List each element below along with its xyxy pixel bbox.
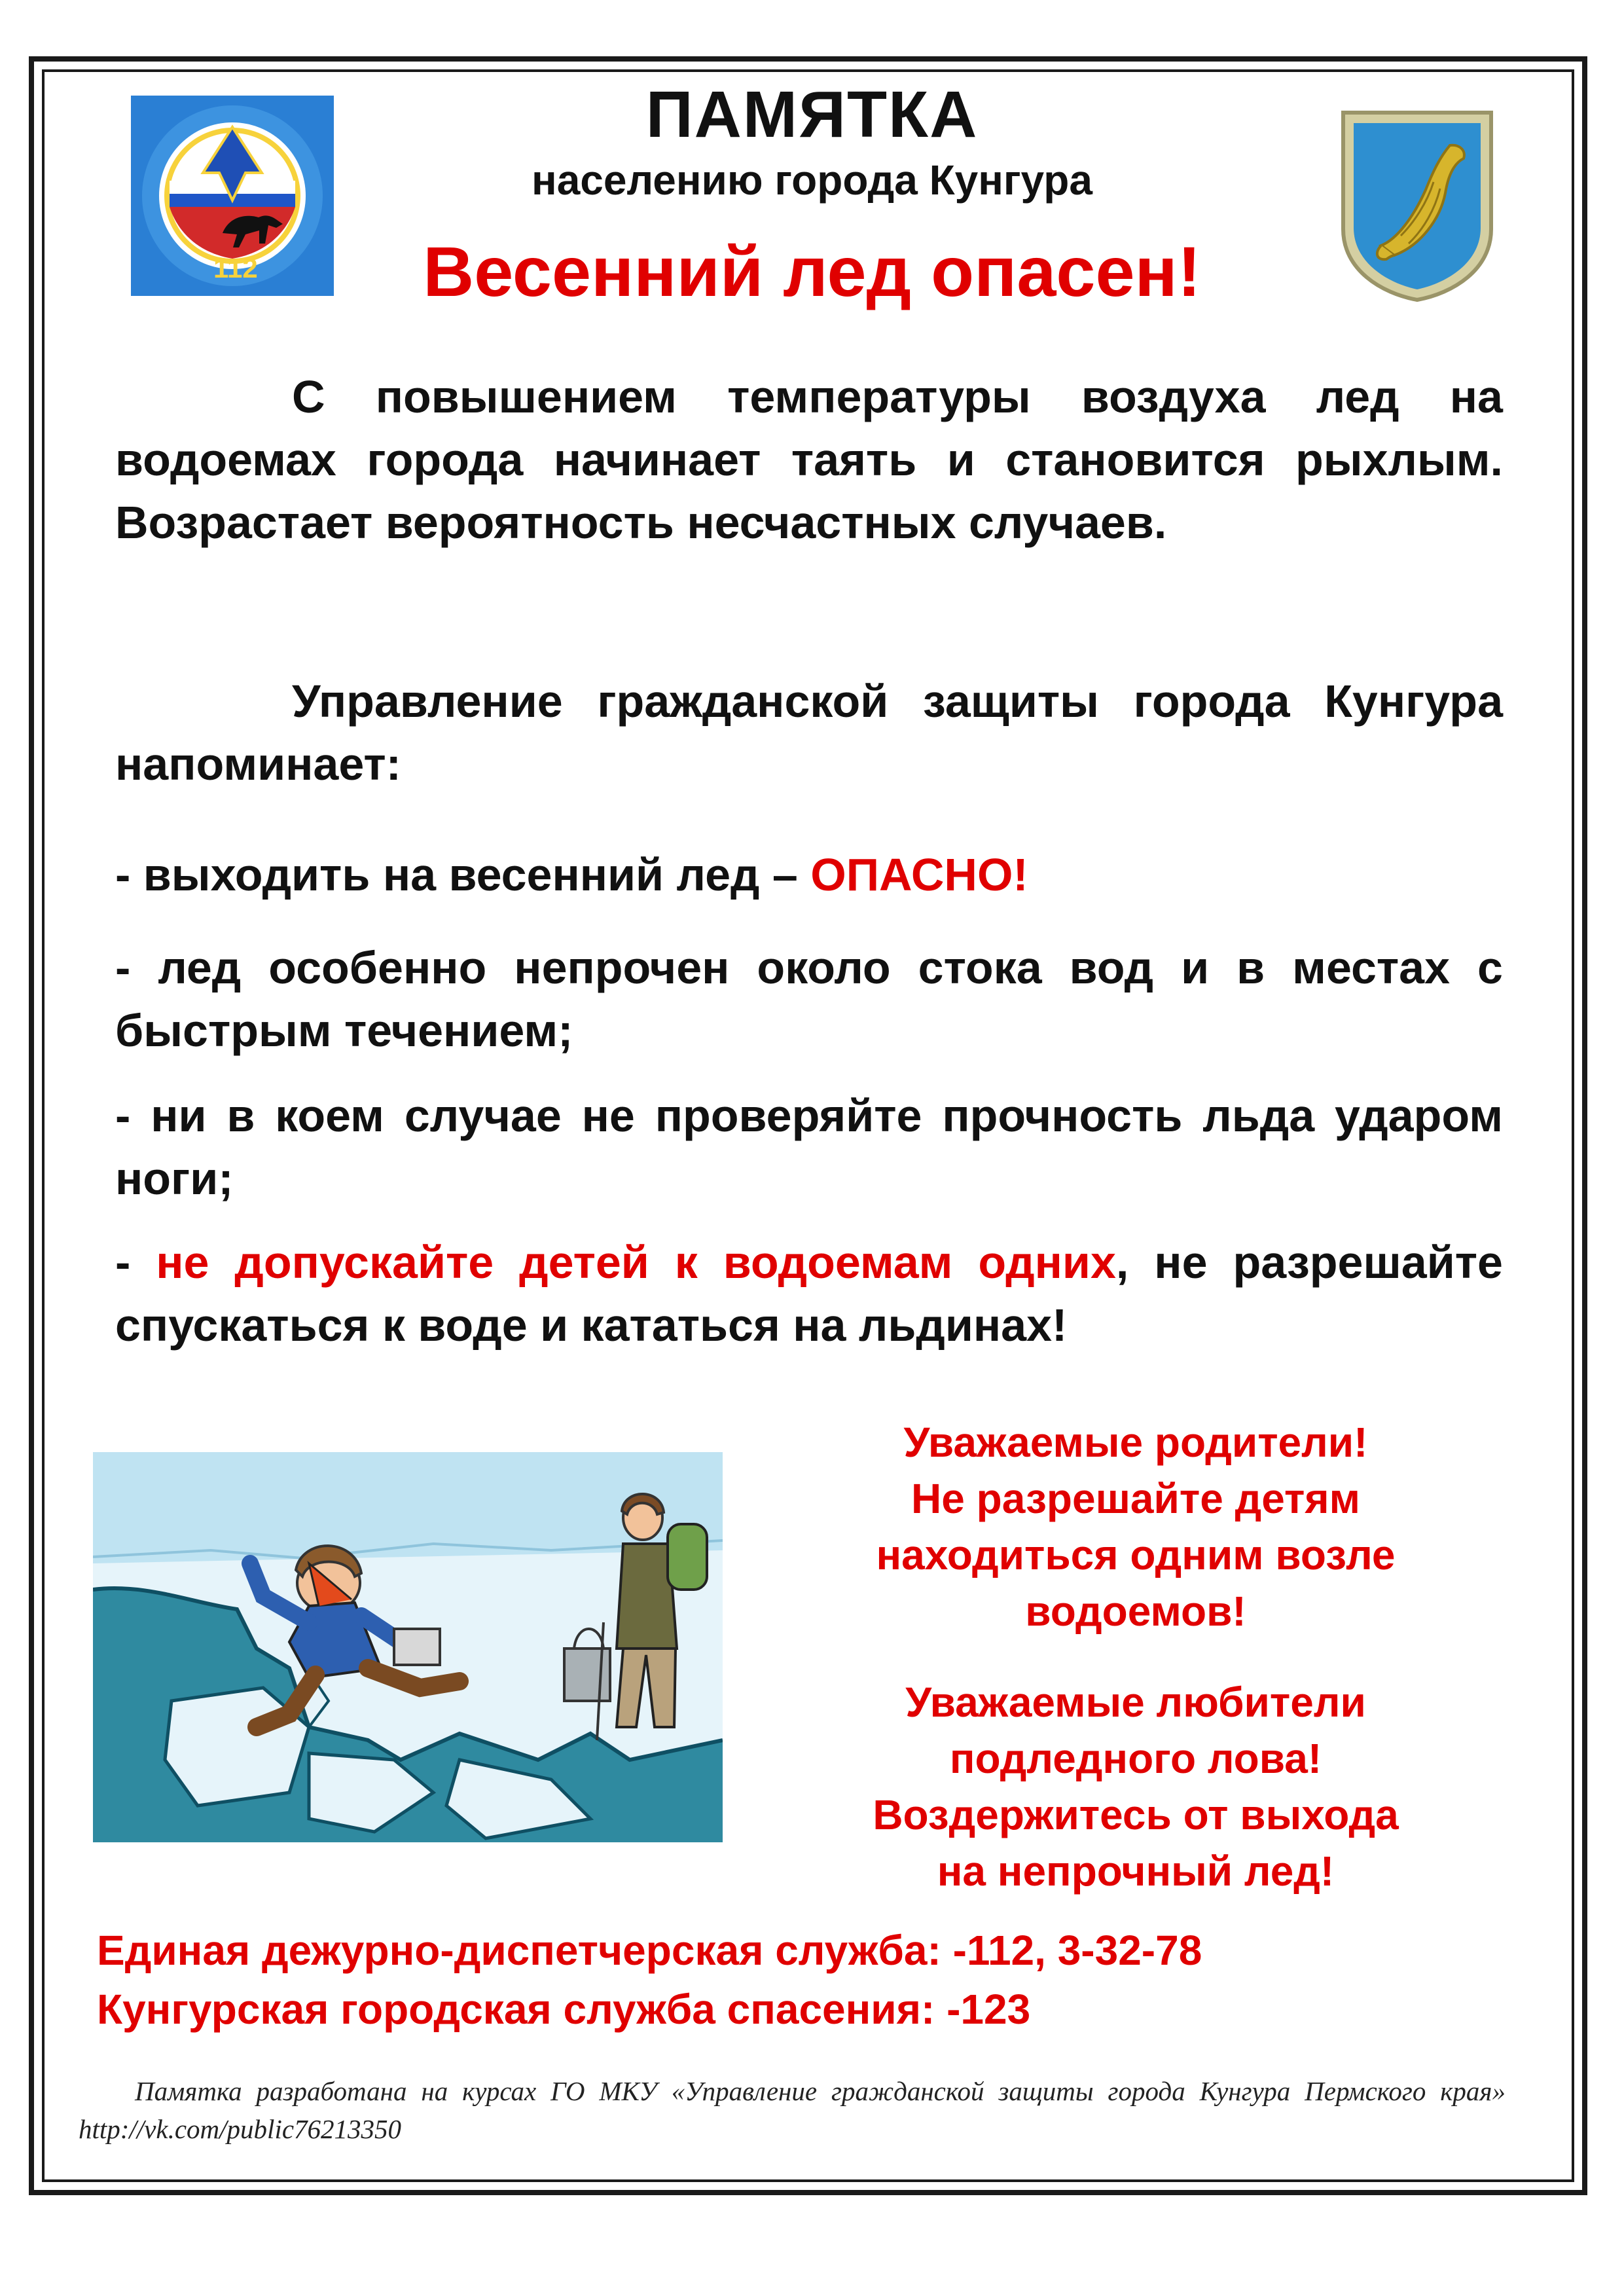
rule-text: - выходить на весенний лед –: [115, 849, 811, 900]
page-subtitle: населению города Кунгура: [532, 156, 1092, 204]
children-highlight: не допускайте детей к водоемам одних: [156, 1237, 1116, 1288]
rule-item: - лед особенно непрочен около стока вод и в местах с быстрым течением;: [115, 942, 1503, 1056]
appeal-line: находиться одним возле: [876, 1531, 1396, 1578]
fishers-appeal: [772, 1674, 1499, 1899]
rule-item: [115, 843, 1503, 906]
page-title: ПАМЯТКА: [645, 78, 979, 151]
appeal-line: водоемов!: [1025, 1588, 1246, 1635]
danger-highlight: ОПАСНО!: [810, 849, 1028, 900]
appeal-line: подледного лова!: [949, 1735, 1322, 1782]
appeal-line: Не разрешайте детям: [911, 1475, 1360, 1522]
rescue-phone: Кунгурская городская служба спасения: -123: [97, 1986, 1031, 2033]
edds-phone: Единая дежурно-диспетчерская служба: -112, 3-32-78: [97, 1927, 1202, 1974]
parents-appeal: [772, 1414, 1499, 1639]
footer-note: Памятка разработана на курсах ГО МКУ «Управление гражданской защиты города Кунгура Пермского края» http://vk.com/public76213350: [79, 2076, 1506, 2144]
rule-item: [115, 1231, 1503, 1357]
appeal-line: Воздержитесь от выхода: [873, 1791, 1399, 1838]
appeal-line: Уважаемые родители!: [903, 1419, 1368, 1466]
reminder-paragraph: Управление гражданской защиты города Кунгура напоминает:: [115, 676, 1503, 790]
rule-item: - ни в коем случае не проверяйте прочность льда ударом ноги;: [115, 1090, 1503, 1204]
appeal-line: Уважаемые любители: [905, 1679, 1366, 1726]
logo-number: 112: [213, 253, 258, 283]
rule-text: , не разрешайте спускаться к воде и кататься на льдинах!: [115, 1237, 1503, 1351]
appeal-line: на непрочный лед!: [937, 1848, 1335, 1895]
warning-headline: Весенний лед опасен!: [423, 232, 1201, 311]
intro-paragraph: С повышением температуры воздуха лед на водоемах города начинает таять и становится рыхлым. Возрастает вероятность несчастных случаев.: [115, 371, 1503, 548]
rule-text: -: [115, 1237, 156, 1288]
cracking-ice-illustration-icon: [93, 1452, 723, 1842]
